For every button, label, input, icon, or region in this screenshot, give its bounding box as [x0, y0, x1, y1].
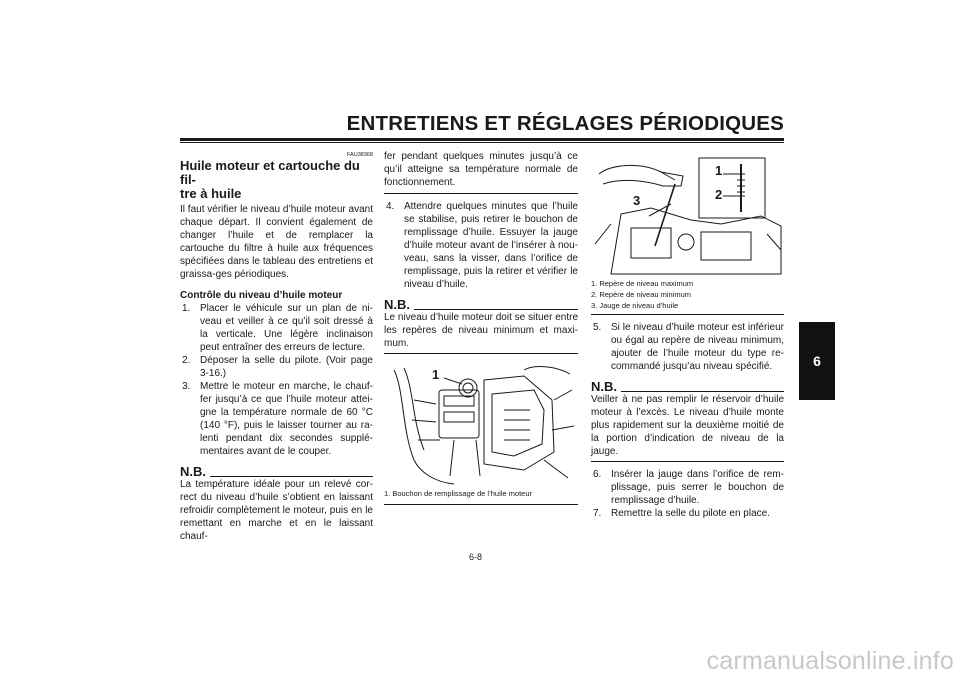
step-text: Insérer la jauge dans l’orifice de rem-plissage, puis serrer le bouchon de remplissage d’huile. [611, 469, 784, 506]
note-header [180, 465, 373, 478]
section-title-line-2: tre à huile [180, 186, 242, 201]
dipstick-illustration [591, 154, 784, 276]
figure-caption [591, 278, 784, 311]
divider [591, 314, 784, 315]
section-title-line-1: Huile moteur et cartouche du fil- [180, 158, 360, 187]
step-text: Si le niveau d’huile moteur est inférieur ou égal au repère de niveau minimum, ajouter de l’huile moteur du type re-commandé jusqu’au niveau spécifié. [611, 322, 784, 372]
step-number: 5. [593, 322, 602, 333]
step-list [591, 321, 784, 373]
divider [384, 504, 578, 505]
note-end-rule [384, 353, 578, 354]
note-label: N.B. [591, 379, 617, 394]
step-text: Mettre le moteur en marche, le chauf-fer jusqu’à ce que l’huile moteur attei-gne la température normale de 60 °C (140 °F), puis le laisser tourner au ra-lenti pendant dix secondes supplé-mentaires avant de le couper. [200, 381, 373, 457]
figure-oil-filler-cap [384, 360, 578, 486]
chapter-tab-label: 6 [813, 353, 821, 369]
chapter-tab [799, 322, 835, 400]
column-3 [591, 150, 784, 520]
figure-dipstick [591, 154, 784, 276]
page-number: 6-8 [469, 552, 483, 562]
note-label: N.B. [384, 297, 410, 312]
step-list [384, 200, 578, 291]
figure-caption: 1. Bouchon de remplissage de l’huile moteur [384, 489, 533, 498]
note-header [591, 380, 784, 393]
caption-line: 3. Jauge de niveau d’huile [591, 301, 679, 310]
engine-illustration [384, 360, 578, 486]
step-text: Déposer la selle du pilote. (Voir page 3-16.) [200, 355, 373, 379]
section-title [180, 159, 373, 201]
note-text: Le niveau d’huile moteur doit se situer entre les repères de niveau minimum et maxi-mum. [384, 312, 579, 349]
watermark: carmanualsonline.info [706, 647, 954, 675]
list-item [591, 507, 784, 520]
continued-paragraph: fer pendant quelques minutes jusqu’à ce qu’il atteigne sa température normale de fonctionnement. [384, 151, 578, 188]
caption-line: 2. Repère de niveau minimum [591, 290, 692, 299]
subheading-oil-check: Contrôle du niveau d’huile moteur [180, 290, 343, 301]
list-item [180, 302, 373, 354]
intro-paragraph: Il faut vérifier le niveau d’huile moteur avant chaque départ. Il convient également de changer l’huile et de remplacer la cartouche du filtre à huile aux fréquences spécifiées dans le tableau des entretiens et graissa-ges périodiques. [180, 204, 373, 280]
caption-line: 1. Repère de niveau maximum [591, 279, 694, 288]
step-text: Placer le véhicule sur un plan de ni-veau et veiller à ce qu’il soit dressé à la verticale. Une légère inclinaison peut entraîner des erreurs de lecture. [200, 303, 373, 353]
step-list [591, 468, 784, 520]
note-text: Veiller à ne pas remplir le réservoir d’huile moteur à l’excès. Le niveau d’huile monte plus rapidement sur la deuxième moitié de la portion d’indication de niveau de la jauge. [591, 394, 784, 457]
step-list [180, 302, 373, 458]
list-item [384, 200, 578, 291]
figure-callout-1: 1 [715, 163, 723, 178]
list-item [591, 321, 784, 373]
note-text: La température idéale pour un relevé cor-rect du niveau d’huile s’obtient en laissant refroidir complètement le moteur, puis en le remettant en marche et en le laissant chauf- [180, 479, 373, 542]
note-header [384, 298, 578, 311]
step-number: 2. [182, 355, 191, 366]
divider [384, 193, 578, 194]
page-header-title: ENTRETIENS ET RÉGLAGES PÉRIODIQUES [346, 112, 784, 135]
figure-callout-2: 2 [715, 187, 723, 202]
list-item [180, 354, 373, 380]
step-number: 3. [182, 381, 191, 392]
column-2 [384, 150, 578, 511]
note-label: N.B. [180, 464, 206, 479]
header-rule [180, 138, 784, 143]
note-end-rule [591, 461, 784, 462]
step-number: 4. [386, 201, 395, 212]
reference-code: FAU38368 [347, 152, 373, 158]
list-item [591, 468, 784, 507]
list-item [180, 380, 373, 458]
step-number: 6. [593, 469, 602, 480]
step-text: Remettre la selle du pilote en place. [611, 508, 770, 519]
column-1 [180, 150, 373, 543]
step-number: 7. [593, 508, 602, 519]
figure-callout-1: 1 [432, 367, 440, 382]
step-text: Attendre quelques minutes que l’huile se stabilise, puis retirer le bouchon de remplissage d’huile. Essuyer la jauge d’huile moteur avant de l’insérer à nou-veau, sans la visser, dans l’orifice de remplissage, puis la retirer et vérifier le niveau d’huile. [404, 201, 578, 290]
figure-callout-3: 3 [633, 193, 641, 208]
step-number: 1. [182, 303, 191, 314]
